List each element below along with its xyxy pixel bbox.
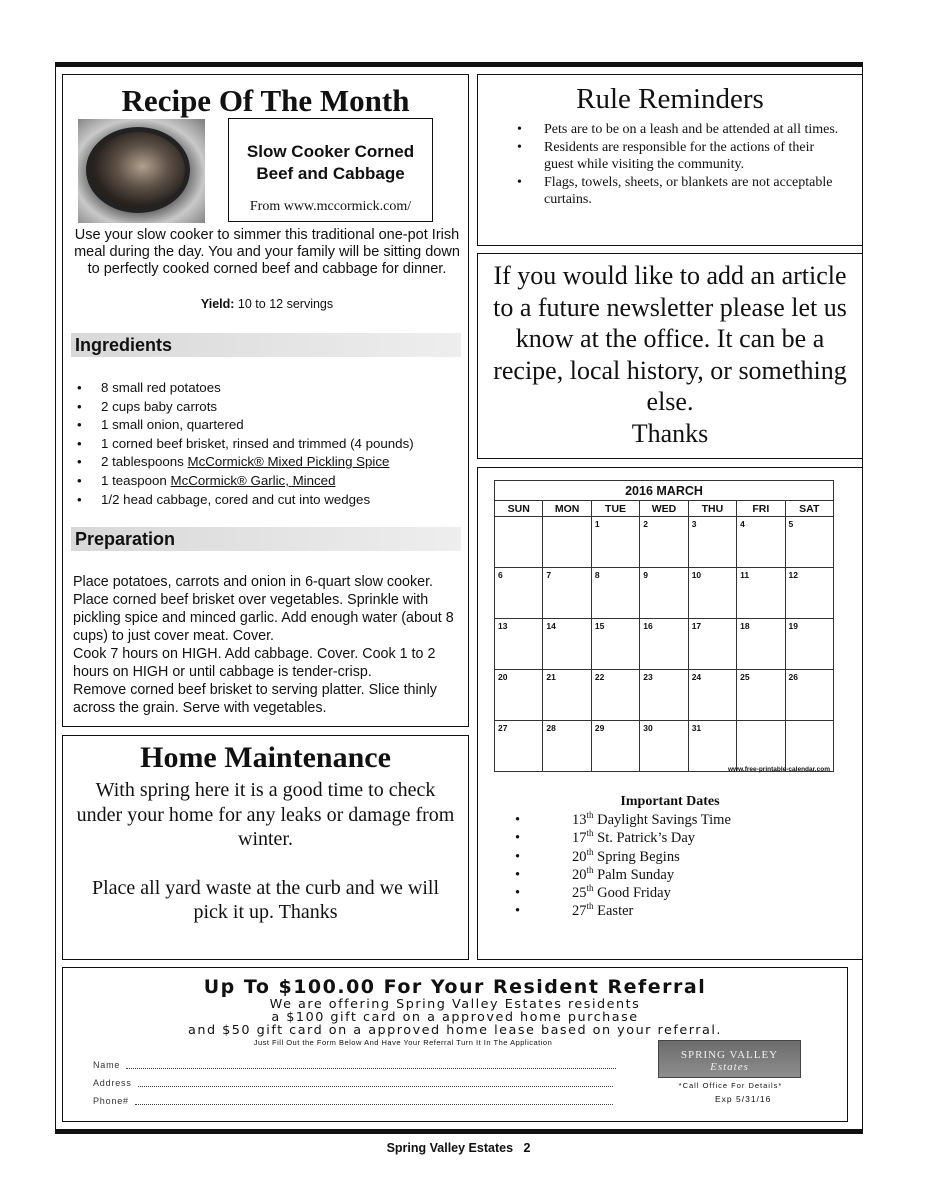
- spring-valley-logo: [658, 1040, 801, 1078]
- name-label: Name: [93, 1060, 121, 1070]
- calendar-month-title: 2016 MARCH: [495, 481, 834, 501]
- day-header: WED: [640, 501, 688, 517]
- calendar-day: 22: [591, 670, 639, 721]
- yield-value: 10 to 12 servings: [237, 297, 334, 311]
- list-item: • 1 small onion, quartered: [101, 416, 414, 435]
- list-item: • 8 small red potatoes: [101, 379, 414, 398]
- list-item: [572, 829, 731, 847]
- quantity: 1 teaspoon: [101, 472, 167, 488]
- date-event: Spring Begins: [597, 848, 680, 865]
- calendar-day: 11: [737, 568, 785, 619]
- prep-step: Cook 7 hours on HIGH. Add cabbage. Cover. Cook 1 to 2 hours on HIGH or until cabbage is tender-crisp.: [73, 646, 436, 680]
- calendar-day: 3: [688, 517, 736, 568]
- list-item: [101, 453, 414, 472]
- date-suffix: th: [586, 901, 594, 912]
- date-day: 27: [572, 903, 587, 920]
- referral-line: and $50 gift card on a approved home lease based on your referral.: [188, 1023, 722, 1038]
- calendar-day: [495, 517, 543, 568]
- phone-label: Phone#: [93, 1096, 129, 1106]
- referral-section: [62, 967, 848, 1122]
- pickling-spice-link[interactable]: McCormick® Mixed Pickling Spice: [187, 454, 390, 470]
- list-item: [572, 811, 731, 829]
- date-suffix: th: [586, 883, 594, 894]
- calendar-credit: www.free-printable-calendar.com: [728, 766, 830, 773]
- calendar-day: 7: [543, 568, 591, 619]
- day-header: THU: [688, 501, 736, 517]
- list-item: • Flags, towels, sheets, or blankets are not acceptable curtains.: [544, 174, 844, 209]
- preparation-text: [73, 573, 465, 717]
- home-maintenance-heading: Home Maintenance: [140, 741, 391, 774]
- calendar-day: 14: [543, 619, 591, 670]
- calendar-day: [543, 517, 591, 568]
- calendar-day: 9: [640, 568, 688, 619]
- dish-title: Slow Cooker Corned Beef and Cabbage: [246, 142, 415, 183]
- prep-step: Remove corned beef brisket to serving platter. Slice thinly across the grain. Serve with vegetables.: [73, 682, 437, 716]
- phone-field[interactable]: [135, 1096, 613, 1105]
- date-day: 17: [572, 830, 587, 847]
- spacer: [73, 852, 458, 876]
- date-event: St. Patrick’s Day: [597, 830, 696, 847]
- home-paragraph: Place all yard waste at the curb and we will pick it up. Thanks: [91, 876, 440, 923]
- calendar-day: 19: [785, 619, 833, 670]
- calendar-day: 20: [495, 670, 543, 721]
- list-item: [572, 848, 731, 866]
- expiration-date: Exp 5/31/16: [715, 1094, 772, 1104]
- date-event: Palm Sunday: [597, 866, 675, 883]
- calendar-week: [495, 619, 834, 670]
- logo-line: Estates: [710, 1061, 749, 1073]
- list-item: [572, 884, 731, 902]
- name-field-row: [93, 1060, 616, 1070]
- list-item: • Residents are responsible for the actions of their guest while visiting the community.: [544, 139, 844, 174]
- home-maintenance-section: [62, 735, 469, 960]
- dish-title-box: [228, 118, 433, 222]
- important-dates-heading: Important Dates: [620, 794, 720, 809]
- calendar-week: [495, 517, 834, 568]
- ingredients-list: [101, 379, 414, 509]
- calendar-section: [477, 467, 863, 960]
- calendar-day: 23: [640, 670, 688, 721]
- prep-step: Place potatoes, carrots and onion in 6-quart slow cooker. Place corned beef brisket over vegetables. Sprinkle with pickling spice and minced garlic. Add enough water (about 8 cups) to just cover meat. Cover.: [73, 574, 454, 644]
- calendar-day: 24: [688, 670, 736, 721]
- calendar-day: 28: [543, 721, 591, 772]
- date-day: 13: [572, 812, 587, 828]
- date-suffix: th: [586, 865, 594, 876]
- recipe-section: [62, 74, 469, 727]
- calendar-day: 18: [737, 619, 785, 670]
- name-field[interactable]: [126, 1060, 616, 1069]
- calendar-day: 2: [640, 517, 688, 568]
- recipe-source: From www.mccormick.com/: [249, 199, 412, 214]
- calendar-day: 4: [737, 517, 785, 568]
- recipe-heading: Recipe Of The Month: [121, 83, 410, 118]
- calendar-week: [495, 670, 834, 721]
- list-item: • Pets are to be on a leash and be attended at all times.: [544, 121, 844, 139]
- article-paragraph: If you would like to add an article to a future newsletter please let us know at the office. It can be a recipe, local history, or something else.: [493, 261, 847, 416]
- article-request-section: [477, 253, 863, 459]
- date-day: 20: [572, 848, 587, 865]
- date-suffix: th: [586, 828, 594, 839]
- article-request-text: [484, 260, 856, 449]
- calendar-day: 30: [640, 721, 688, 772]
- march-calendar: [494, 480, 834, 772]
- important-dates-list: [572, 811, 731, 921]
- date-event: Daylight Savings Time: [597, 812, 731, 828]
- yield-label: Yield:: [200, 297, 235, 311]
- calendar-day: [737, 721, 785, 772]
- day-header: TUE: [591, 501, 639, 517]
- calendar-day: 10: [688, 568, 736, 619]
- home-maintenance-text: [73, 778, 458, 925]
- home-paragraph: With spring here it is a good time to check under your home for any leaks or damage from winter.: [76, 779, 455, 850]
- calendar-day: 15: [591, 619, 639, 670]
- calendar-day: 21: [543, 670, 591, 721]
- date-day: 20: [572, 866, 587, 883]
- ingredients-heading: Ingredients: [71, 333, 461, 357]
- day-header: SAT: [785, 501, 833, 517]
- calendar-day: 25: [737, 670, 785, 721]
- date-day: 25: [572, 885, 587, 902]
- day-header: FRI: [737, 501, 785, 517]
- calendar-day: 12: [785, 568, 833, 619]
- address-field-row: [93, 1078, 613, 1088]
- list-item: [572, 902, 731, 920]
- calendar-day: 27: [495, 721, 543, 772]
- calendar-day: 8: [591, 568, 639, 619]
- address-field[interactable]: [138, 1078, 613, 1087]
- calendar-day: 5: [785, 517, 833, 568]
- preparation-heading: Preparation: [71, 527, 461, 551]
- calendar-day: 1: [591, 517, 639, 568]
- recipe-photo: [78, 119, 205, 223]
- calendar-day: 31: [688, 721, 736, 772]
- rule-reminders-heading: Rule Reminders: [576, 83, 764, 115]
- calendar-week: [495, 721, 834, 772]
- referral-line: We are offering Spring Valley Estates residents: [269, 997, 641, 1012]
- slow-cooker-image: [86, 127, 190, 213]
- rules-list: [544, 121, 844, 209]
- recipe-intro: Use your slow cooker to simmer this traditional one-pot Irish meal during the day. You and your family will be sitting down to perfectly cooked corned beef and cabbage for dinner.: [74, 227, 460, 277]
- calendar-week: [495, 568, 834, 619]
- day-header: MON: [543, 501, 591, 517]
- date-event: Easter: [597, 903, 634, 920]
- day-of-week-row: [495, 501, 834, 517]
- recipe-yield: [73, 297, 461, 311]
- phone-field-row: [93, 1096, 613, 1106]
- rule-reminders-section: [477, 74, 863, 246]
- quantity: 2 tablespoons: [101, 454, 184, 470]
- calendar-day: 26: [785, 670, 833, 721]
- list-item: • 1/2 head cabbage, cored and cut into wedges: [101, 491, 414, 510]
- call-office-note: *Call Office For Details*: [678, 1081, 783, 1090]
- list-item: [101, 472, 414, 491]
- list-item: • 1 corned beef brisket, rinsed and trimmed (4 pounds): [101, 435, 414, 454]
- calendar-day: 16: [640, 619, 688, 670]
- garlic-link[interactable]: McCormick® Garlic, Minced: [170, 472, 336, 488]
- address-label: Address: [93, 1078, 132, 1088]
- day-header: SUN: [495, 501, 543, 517]
- calendar-day: 13: [495, 619, 543, 670]
- page-footer: Spring Valley Estates 2: [386, 1141, 531, 1155]
- article-thanks: Thanks: [631, 418, 709, 448]
- referral-line: a $100 gift card on a approved home purchase: [271, 1010, 639, 1025]
- logo-line: SPRING VALLEY: [680, 1049, 779, 1061]
- list-item: [572, 866, 731, 884]
- list-item: • 2 cups baby carrots: [101, 398, 414, 417]
- referral-instructions: Just Fill Out the Form Below And Have Your Referral Turn It In The Application: [253, 1038, 553, 1047]
- calendar-day: 29: [591, 721, 639, 772]
- referral-headline: Up To $100.00 For Your Resident Referral: [203, 976, 707, 998]
- calendar-day: [785, 721, 833, 772]
- date-event: Good Friday: [597, 885, 671, 902]
- date-suffix: th: [586, 810, 594, 821]
- date-suffix: th: [586, 846, 594, 857]
- calendar-day: 17: [688, 619, 736, 670]
- calendar-day: 6: [495, 568, 543, 619]
